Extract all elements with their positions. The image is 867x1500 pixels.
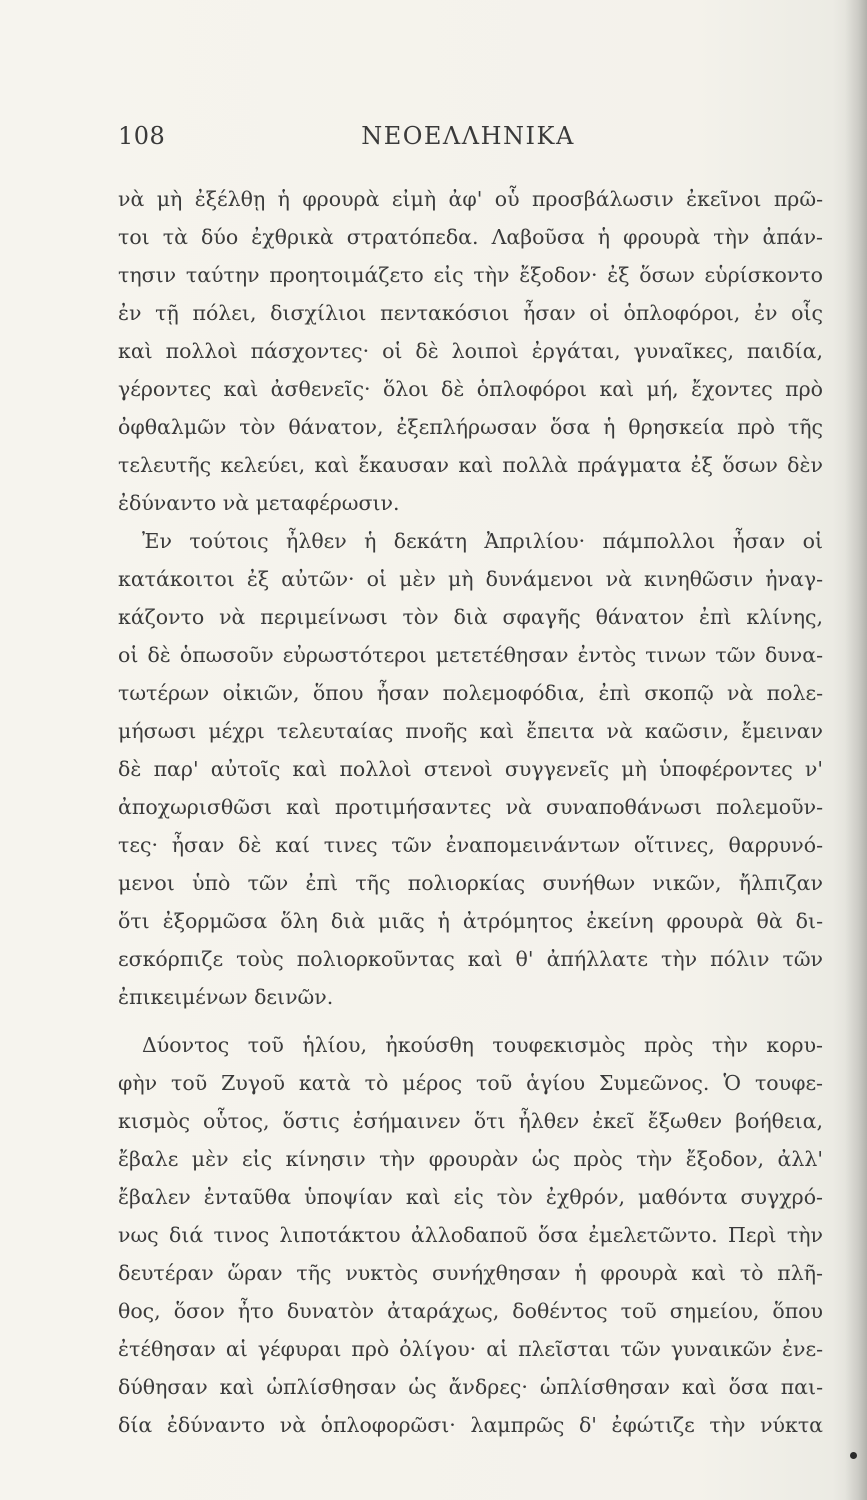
- text-line: Δύοντος τοῦ ἡλίου, ἠκούσθη τουφεκισμὸς πρὸς τὴν κορυ-: [142, 1033, 823, 1057]
- text-line: ἐν τῇ πόλει, δισχίλιοι πεντακόσιοι ἦσαν οἱ ὁπλοφόροι, ἐν οἷς: [118, 301, 823, 325]
- text-line: Ἐν τούτοις ἦλθεν ἡ δεκάτη Ἀπριλίου· πάμπολλοι ἦσαν οἱ: [142, 529, 823, 553]
- page-edge-shadow: [845, 0, 867, 1500]
- text-line: δευτέραν ὥραν τῆς νυκτὸς συνήχθησαν ἡ φρουρὰ καὶ τὸ πλῆ-: [118, 1261, 823, 1285]
- text-line: τωτέρων οἰκιῶν, ὅπου ἦσαν πολεμοφόδια, ἐπὶ σκοπῷ νὰ πολε-: [118, 681, 823, 705]
- text-line: τησιν ταύτην προητοιμάζετο εἰς τὴν ἔξοδον· ἐξ ὅσων εὑρίσκοντο: [118, 263, 823, 287]
- text-line: ἐδύναντο νὰ μεταφέρωσιν.: [118, 491, 400, 515]
- ink-speck: [850, 1452, 857, 1459]
- page-number: 108: [118, 122, 166, 150]
- text-line: νως διά τινος λιποτάκτου ἀλλοδαποῦ ὅσα ἐμελετῶντο. Περὶ τὴν: [118, 1223, 823, 1247]
- text-line: κατάκοιτοι ἐξ αὐτῶν· οἱ μὲν μὴ δυνάμενοι νὰ κινηθῶσιν ἠναγ-: [118, 567, 823, 591]
- page-header: [118, 122, 818, 152]
- text-line: ὀφθαλμῶν τὸν θάνατον, ἐξεπλήρωσαν ὅσα ἡ θρησκεία πρὸ τῆς: [118, 415, 823, 439]
- text-line: θος, ὅσον ἦτο δυνατὸν ἀταράχως, δοθέντος τοῦ σημείου, ὅπου: [118, 1299, 823, 1323]
- text-line: καὶ πολλοὶ πάσχοντες· οἱ δὲ λοιποὶ ἐργάται, γυναῖκες, παιδία,: [118, 339, 823, 363]
- text-line: δία ἐδύναντο νὰ ὁπλοφορῶσι· λαμπρῶς δ' ἐφώτιζε τὴν νύκτα: [118, 1413, 823, 1437]
- text-line: ὅτι ἐξορμῶσα ὅλη διὰ μιᾶς ἡ ἀτρόμητος ἐκείνη φρουρὰ θὰ δι-: [118, 909, 823, 933]
- text-line: ἔβαλεν ἐνταῦθα ὑποψίαν καὶ εἰς τὸν ἐχθρόν, μαθόντα συγχρό-: [118, 1185, 823, 1209]
- text-line: δὲ παρ' αὐτοῖς καὶ πολλοὶ στενοὶ συγγενεῖς μὴ ὑποφέροντες ν': [118, 757, 823, 781]
- text-line: κάζοντο νὰ περιμείνωσι τὸν διὰ σφαγῆς θάνατον ἐπὶ κλίνης,: [118, 605, 823, 629]
- text-line: γέροντες καὶ ἀσθενεῖς· ὅλοι δὲ ὁπλοφόροι καὶ μή, ἔχοντες πρὸ: [118, 377, 823, 401]
- text-line: νὰ μὴ ἐξέλθῃ ἡ φρουρὰ εἰμὴ ἀφ' οὗ προσβάλωσιν ἐκεῖνοι πρῶ-: [118, 187, 823, 211]
- text-line: ἐπικειμένων δεινῶν.: [118, 985, 334, 1009]
- text-line: ἐτέθησαν αἱ γέφυραι πρὸ ὀλίγου· αἱ πλεῖσται τῶν γυναικῶν ἐνε-: [118, 1337, 823, 1361]
- text-line: μήσωσι μέχρι τελευταίας πνοῆς καὶ ἔπειτα νὰ καῶσιν, ἔμειναν: [118, 719, 823, 743]
- text-line: τελευτῆς κελεύει, καὶ ἔκαυσαν καὶ πολλὰ πράγματα ἐξ ὅσων δὲν: [118, 453, 823, 477]
- text-line: δύθησαν καὶ ὡπλίσθησαν ὡς ἄνδρες· ὡπλίσθησαν καὶ ὅσα παι-: [118, 1375, 823, 1399]
- text-line: οἱ δὲ ὁπωσοῦν εὐρωστότεροι μετετέθησαν ἐντὸς τινων τῶν δυνα-: [118, 643, 823, 667]
- text-line: φὴν τοῦ Ζυγοῦ κατὰ τὸ μέρος τοῦ ἁγίου Συμεῶνος. Ὁ τουφε-: [118, 1071, 823, 1095]
- text-line: κισμὸς οὗτος, ὅστις ἐσήμαινεν ὅτι ἦλθεν ἐκεῖ ἔξωθεν βοήθεια,: [118, 1109, 823, 1133]
- text-line: ἔβαλε μὲν εἰς κίνησιν τὴν φρουρὰν ὡς πρὸς τὴν ἔξοδον, ἀλλ': [118, 1147, 823, 1171]
- text-line: ἀποχωρισθῶσι καὶ προτιμήσαντες νὰ συναποθάνωσι πολεμοῦν-: [118, 795, 823, 819]
- running-title: ΝΕΟΕΛΛΗΝΙΚΑ: [361, 122, 575, 150]
- text-line: τες· ἦσαν δὲ καί τινες τῶν ἐναπομεινάντων οἵτινες, θαρρυνό-: [118, 833, 823, 857]
- text-line: εσκόρπιζε τοὺς πολιορκοῦντας καὶ θ' ἀπήλλατε τὴν πόλιν τῶν: [118, 947, 823, 971]
- text-line: μενοι ὑπὸ τῶν ἐπὶ τῆς πολιορκίας συνήθων νικῶν, ἤλπιζαν: [118, 871, 823, 895]
- text-line: τοι τὰ δύο ἐχθρικὰ στρατόπεδα. Λαβοῦσα ἡ φρουρὰ τὴν ἀπάν-: [118, 225, 823, 249]
- body-text: [118, 180, 823, 1444]
